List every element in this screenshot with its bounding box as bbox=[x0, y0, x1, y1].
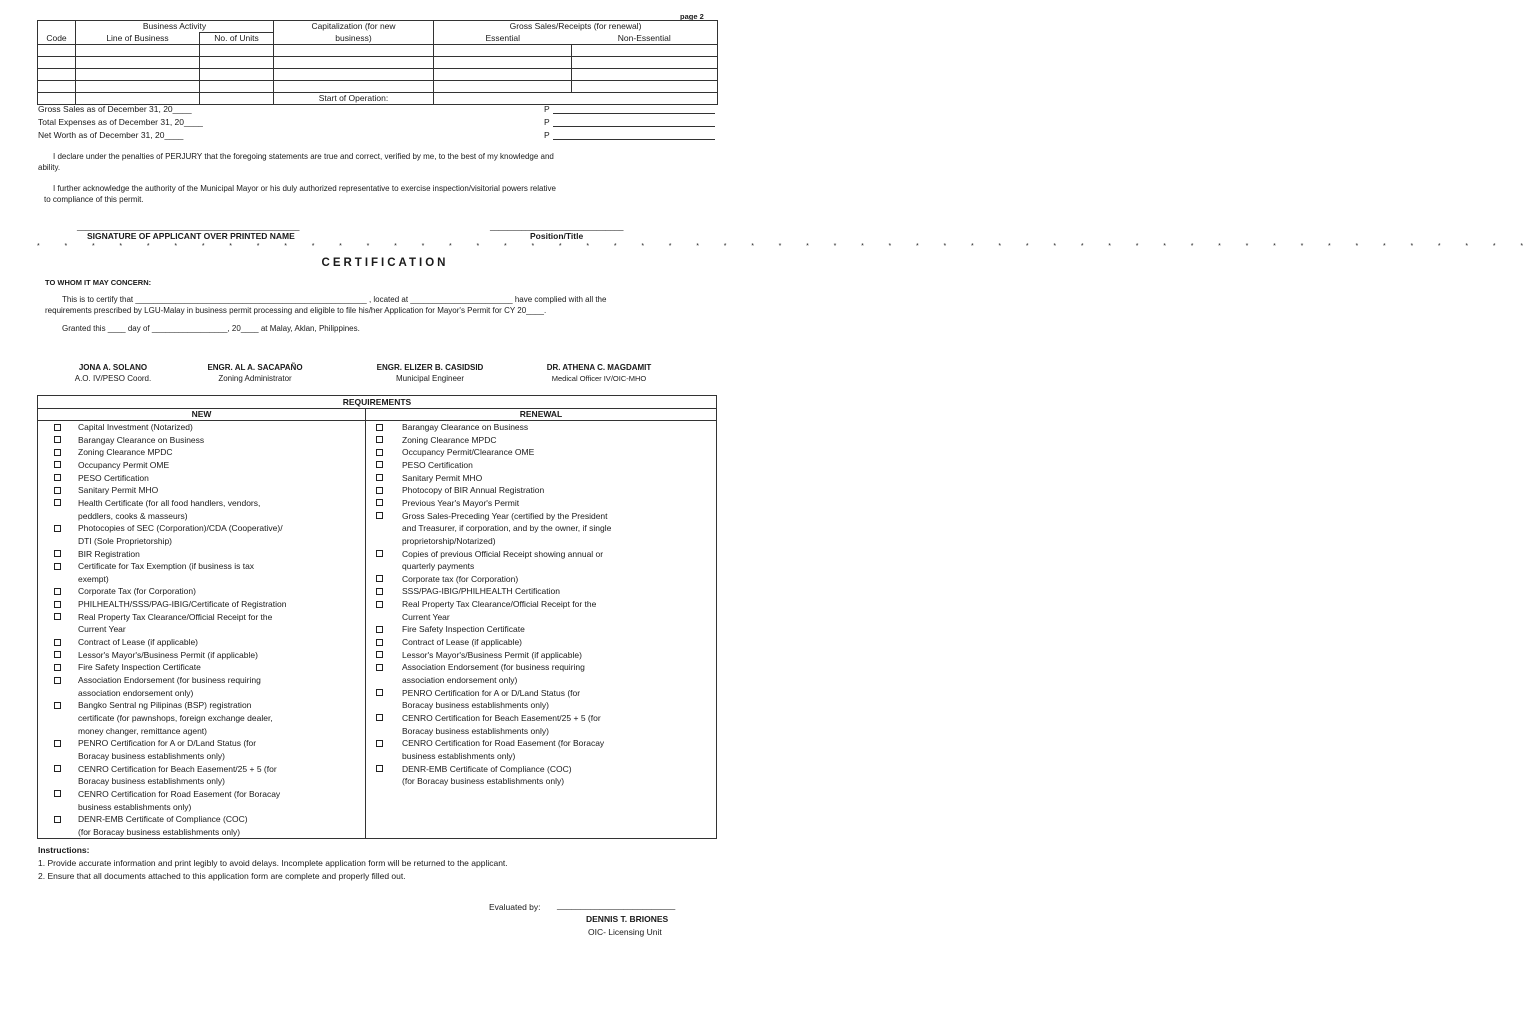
requirement-label: Current Year bbox=[78, 624, 126, 635]
requirement-label: Photocopies of SEC (Corporation)/CDA (Cooperative)/ bbox=[78, 523, 283, 534]
requirement-label: CENRO Certification for Beach Easement/25 + 5 (for bbox=[402, 712, 601, 723]
table-row bbox=[38, 45, 718, 57]
code-column-header: Code bbox=[38, 33, 76, 45]
requirement-label: Capital Investment (Notarized) bbox=[78, 422, 193, 432]
requirement-label: Fire Safety Inspection Certificate bbox=[78, 662, 201, 673]
requirement-checkbox[interactable] bbox=[54, 588, 61, 595]
new-column-header: NEW bbox=[38, 408, 365, 421]
requirement-label: Real Property Tax Clearance/Official Receipt for the bbox=[402, 599, 597, 610]
requirement-label: Association Endorsement (for business requiring bbox=[78, 675, 261, 685]
requirement-label: Boracay business establishments only) bbox=[78, 750, 225, 761]
requirement-checkbox[interactable] bbox=[54, 677, 61, 684]
net-worth-field[interactable] bbox=[553, 139, 715, 140]
requirement-checkbox[interactable] bbox=[376, 550, 383, 557]
acknowledgement-line-1: I further acknowledge the authority of the Municipal Mayor or his duly authorized representative to exercise inspection/visitorial powers relative bbox=[53, 184, 556, 193]
requirement-label: peddlers, cooks & masseurs) bbox=[78, 510, 188, 521]
instruction-item: 1. Provide accurate information and print legibly to avoid delays. Incomplete application form will be returned to the applicant. bbox=[38, 858, 508, 868]
requirement-checkbox[interactable] bbox=[54, 601, 61, 608]
requirement-label: CENRO Certification for Beach Easement/25 + 5 (for bbox=[78, 763, 277, 774]
requirement-label: PENRO Certification for A or D/Land Status (for bbox=[402, 687, 581, 698]
requirement-label: Zoning Clearance MPDC bbox=[78, 447, 173, 458]
requirement-checkbox[interactable] bbox=[376, 740, 383, 747]
start-of-operation-field[interactable] bbox=[434, 93, 718, 105]
requirement-label: Bangko Sentral ng Pilipinas (BSP) registration bbox=[78, 700, 252, 711]
to-whom-heading: TO WHOM IT MAY CONCERN: bbox=[45, 278, 152, 287]
requirement-label: DENR-EMB Certificate of Compliance (COC) bbox=[402, 763, 572, 774]
position-title-label: Position/Title bbox=[530, 231, 584, 241]
official-title: Medical Officer IV/OIC-MHO bbox=[551, 374, 647, 383]
requirement-label: Association Endorsement (for business requiring bbox=[402, 662, 585, 673]
business-activity-header: Business Activity bbox=[76, 21, 274, 33]
requirement-checkbox[interactable] bbox=[54, 449, 61, 456]
requirement-checkbox[interactable] bbox=[54, 436, 61, 443]
certification-line-1: This is to certify that ____________________________________________________ , located at _______________________ have complied with all the bbox=[62, 295, 607, 304]
requirement-checkbox[interactable] bbox=[54, 499, 61, 506]
requirement-checkbox[interactable] bbox=[54, 740, 61, 747]
requirement-checkbox[interactable] bbox=[376, 512, 383, 519]
requirement-label: Lessor's Mayor's/Business Permit (if applicable) bbox=[78, 649, 258, 660]
requirement-checkbox[interactable] bbox=[376, 651, 383, 658]
instructions-title: Instructions: bbox=[38, 845, 90, 855]
declaration-line-2: ability. bbox=[38, 163, 61, 172]
requirement-label: Barangay Clearance on Business bbox=[402, 422, 529, 432]
table-row bbox=[38, 69, 718, 81]
requirement-label: PESO Certification bbox=[402, 459, 473, 470]
requirement-label: Occupancy Permit OME bbox=[78, 459, 170, 470]
requirement-label: Real Property Tax Clearance/Official Receipt for the bbox=[78, 611, 273, 622]
requirement-checkbox[interactable] bbox=[54, 550, 61, 557]
requirement-label: (for Boracay business establishments only) bbox=[78, 826, 241, 837]
official-name: DR. ATHENA C. MAGDAMIT bbox=[546, 363, 652, 372]
total-expenses-label: Total Expenses as of December 31, 20____ bbox=[38, 117, 203, 127]
net-worth-currency: P bbox=[544, 130, 550, 140]
official-name: JONA A. SOLANO bbox=[78, 363, 148, 372]
requirement-label: Previous Year's Mayor's Permit bbox=[402, 497, 520, 508]
evaluator-signature-line[interactable]: _________________________ bbox=[557, 900, 676, 910]
star-divider: * * * * * * * * * * * * * * * * * * * * * * * * * * * * * * * * * * * * * * * * * * * * * * * * * * * * * * * bbox=[37, 243, 1534, 250]
requirement-label: business establishments only) bbox=[78, 801, 192, 812]
requirement-checkbox[interactable] bbox=[376, 461, 383, 468]
declaration-line-1: I declare under the penalties of PERJURY that the foregoing statements are true and correct, verified by me, to the best of my knowledge and bbox=[53, 152, 554, 161]
capitalization-header: Capitalization (for new bbox=[274, 21, 434, 33]
requirement-label: Lessor's Mayor's/Business Permit (if applicable) bbox=[402, 649, 582, 660]
official-signature bbox=[524, 362, 674, 384]
official-title: A.O. IV/PESO Coord. bbox=[74, 374, 152, 383]
requirement-label: certificate (for pawnshops, foreign exchange dealer, bbox=[78, 712, 273, 723]
gross-sales-currency: P bbox=[544, 104, 550, 114]
requirement-label: Boracay business establishments only) bbox=[402, 725, 549, 736]
table-row bbox=[38, 81, 718, 93]
capitalization-subheader: business) bbox=[274, 33, 434, 45]
total-expenses-field[interactable] bbox=[553, 126, 715, 127]
requirement-checkbox[interactable] bbox=[376, 765, 383, 772]
requirement-checkbox[interactable] bbox=[54, 487, 61, 494]
certification-title: CERTIFICATION bbox=[321, 257, 449, 269]
official-signature bbox=[365, 362, 495, 384]
requirement-label: Occupancy Permit/Clearance OME bbox=[402, 447, 535, 458]
requirement-label: money changer, remittance agent) bbox=[78, 725, 207, 736]
requirement-label: business establishments only) bbox=[402, 750, 516, 761]
requirement-checkbox[interactable] bbox=[376, 714, 383, 721]
net-worth-label: Net Worth as of December 31, 20____ bbox=[38, 130, 184, 140]
requirement-checkbox[interactable] bbox=[54, 651, 61, 658]
requirement-checkbox[interactable] bbox=[376, 626, 383, 633]
requirement-label: Sanitary Permit MHO bbox=[402, 472, 483, 483]
requirement-label: DENR-EMB Certificate of Compliance (COC) bbox=[78, 814, 248, 825]
requirement-checkbox[interactable] bbox=[54, 525, 61, 532]
requirement-label: Corporate Tax (for Corporation) bbox=[78, 586, 196, 597]
requirement-checkbox[interactable] bbox=[376, 639, 383, 646]
requirement-checkbox[interactable] bbox=[376, 424, 383, 431]
column-divider bbox=[365, 408, 366, 838]
gross-sales-field[interactable] bbox=[553, 113, 715, 114]
requirement-label: CENRO Certification for Road Easement (for Boracay bbox=[78, 788, 281, 799]
official-name: ENGR. AL A. SACAPAÑO bbox=[207, 363, 303, 372]
requirement-checkbox[interactable] bbox=[376, 689, 383, 696]
requirement-label: Barangay Clearance on Business bbox=[78, 434, 205, 445]
requirement-label: association endorsement only) bbox=[78, 687, 194, 698]
requirements-box bbox=[37, 395, 717, 839]
requirement-checkbox[interactable] bbox=[376, 474, 383, 481]
requirement-checkbox[interactable] bbox=[54, 474, 61, 481]
requirement-label: Boracay business establishments only) bbox=[402, 700, 549, 711]
official-signature bbox=[190, 362, 320, 384]
requirement-checkbox[interactable] bbox=[376, 487, 383, 494]
evaluator-title: OIC- Licensing Unit bbox=[588, 927, 662, 937]
requirement-label: Contract of Lease (if applicable) bbox=[402, 637, 523, 648]
evaluator-name: DENNIS T. BRIONES bbox=[586, 914, 669, 924]
requirement-label: Gross Sales-Preceding Year (certified by the President bbox=[402, 510, 608, 521]
essential-header: Essential bbox=[434, 33, 572, 45]
requirement-checkbox[interactable] bbox=[376, 601, 383, 608]
requirement-label: Fire Safety Inspection Certificate bbox=[402, 624, 525, 635]
requirement-checkbox[interactable] bbox=[54, 461, 61, 468]
applicant-signature-label: SIGNATURE OF APPLICANT OVER PRINTED NAME bbox=[87, 231, 295, 241]
requirement-checkbox[interactable] bbox=[376, 436, 383, 443]
requirement-checkbox[interactable] bbox=[54, 702, 61, 709]
requirement-label: DTI (Sole Proprietorship) bbox=[78, 535, 173, 546]
requirement-checkbox[interactable] bbox=[54, 790, 61, 797]
requirement-label: quarterly payments bbox=[402, 561, 475, 572]
evaluated-by-label: Evaluated by: bbox=[489, 902, 541, 912]
requirement-checkbox[interactable] bbox=[54, 613, 61, 620]
requirement-checkbox[interactable] bbox=[376, 588, 383, 595]
start-of-operation-label: Start of Operation: bbox=[274, 93, 434, 105]
requirement-label: Contract of Lease (if applicable) bbox=[78, 637, 199, 648]
acknowledgement-line-2: to compliance of this permit. bbox=[44, 195, 144, 204]
renewal-column-header: RENEWAL bbox=[366, 408, 716, 421]
requirement-label: PESO Certification bbox=[78, 472, 149, 483]
official-name: ENGR. ELIZER B. CASIDSID bbox=[376, 363, 484, 372]
requirements-title: REQUIREMENTS bbox=[38, 396, 716, 409]
applicant-signature-line[interactable]: __________________________________________________ bbox=[77, 222, 300, 231]
requirement-checkbox[interactable] bbox=[376, 575, 383, 582]
requirement-label: Boracay business establishments only) bbox=[78, 776, 225, 787]
official-title: Zoning Administrator bbox=[218, 374, 292, 383]
requirement-label: and Treasurer, if corporation, and by the owner, if single bbox=[402, 523, 612, 534]
requirement-checkbox[interactable] bbox=[54, 563, 61, 570]
requirement-label: (for Boracay business establishments only) bbox=[402, 776, 565, 787]
requirement-label: PENRO Certification for A or D/Land Status (for bbox=[78, 738, 257, 749]
requirement-checkbox[interactable] bbox=[54, 424, 61, 431]
official-signature bbox=[48, 362, 178, 384]
requirement-label: CENRO Certification for Road Easement (for Boracay bbox=[402, 738, 605, 749]
requirement-checkbox[interactable] bbox=[54, 765, 61, 772]
line-of-business-header: Line of Business bbox=[76, 33, 200, 45]
no-of-units-header: No. of Units bbox=[200, 33, 274, 45]
requirement-label: Certificate for Tax Exemption (if business is tax bbox=[78, 561, 255, 572]
certification-line-2: requirements prescribed by LGU-Malay in business permit processing and eligible to file his/her Application for Mayor's Permit for CY 20____. bbox=[45, 306, 547, 315]
gross-sales-label: Gross Sales as of December 31, 20____ bbox=[38, 104, 192, 114]
gross-sales-header: Gross Sales/Receipts (for renewal) bbox=[434, 21, 718, 33]
official-title: Municipal Engineer bbox=[395, 374, 465, 383]
granted-line: Granted this ____ day of _________________, 20____ at Malay, Aklan, Philippines. bbox=[62, 324, 360, 333]
page-number: page 2 bbox=[680, 12, 704, 21]
requirement-checkbox[interactable] bbox=[376, 449, 383, 456]
requirement-label: Zoning Clearance MPDC bbox=[402, 434, 497, 445]
requirement-label: PHILHEALTH/SSS/PAG-IBIG/Certificate of Registration bbox=[78, 599, 287, 610]
requirement-label: exempt) bbox=[78, 573, 109, 584]
requirement-label: proprietorship/Notarized) bbox=[402, 535, 496, 546]
requirement-label: Photocopy of BIR Annual Registration bbox=[402, 485, 545, 496]
requirement-checkbox[interactable] bbox=[54, 664, 61, 671]
requirement-label: SSS/PAG-IBIG/PHILHEALTH Certification bbox=[402, 586, 560, 597]
requirement-checkbox[interactable] bbox=[376, 499, 383, 506]
requirement-label: Corporate tax (for Corporation) bbox=[402, 573, 519, 584]
requirement-checkbox[interactable] bbox=[54, 639, 61, 646]
requirement-label: Copies of previous Official Receipt showing annual or bbox=[402, 548, 604, 559]
requirement-checkbox[interactable] bbox=[54, 816, 61, 823]
position-title-line[interactable]: ______________________________ bbox=[490, 222, 624, 231]
requirement-label: BIR Registration bbox=[78, 548, 140, 559]
table-row bbox=[38, 57, 718, 69]
requirement-label: Sanitary Permit MHO bbox=[78, 485, 159, 496]
requirement-label: Health Certificate (for all food handlers, vendors, bbox=[78, 497, 261, 508]
requirement-label: Current Year bbox=[402, 611, 450, 622]
requirement-label: association endorsement only) bbox=[402, 675, 518, 685]
total-expenses-currency: P bbox=[544, 117, 550, 127]
requirement-checkbox[interactable] bbox=[376, 664, 383, 671]
business-activity-table bbox=[37, 20, 718, 105]
non-essential-header: Non-Essential bbox=[572, 33, 718, 45]
instruction-item: 2. Ensure that all documents attached to this application form are complete and properly filled out. bbox=[38, 871, 406, 881]
